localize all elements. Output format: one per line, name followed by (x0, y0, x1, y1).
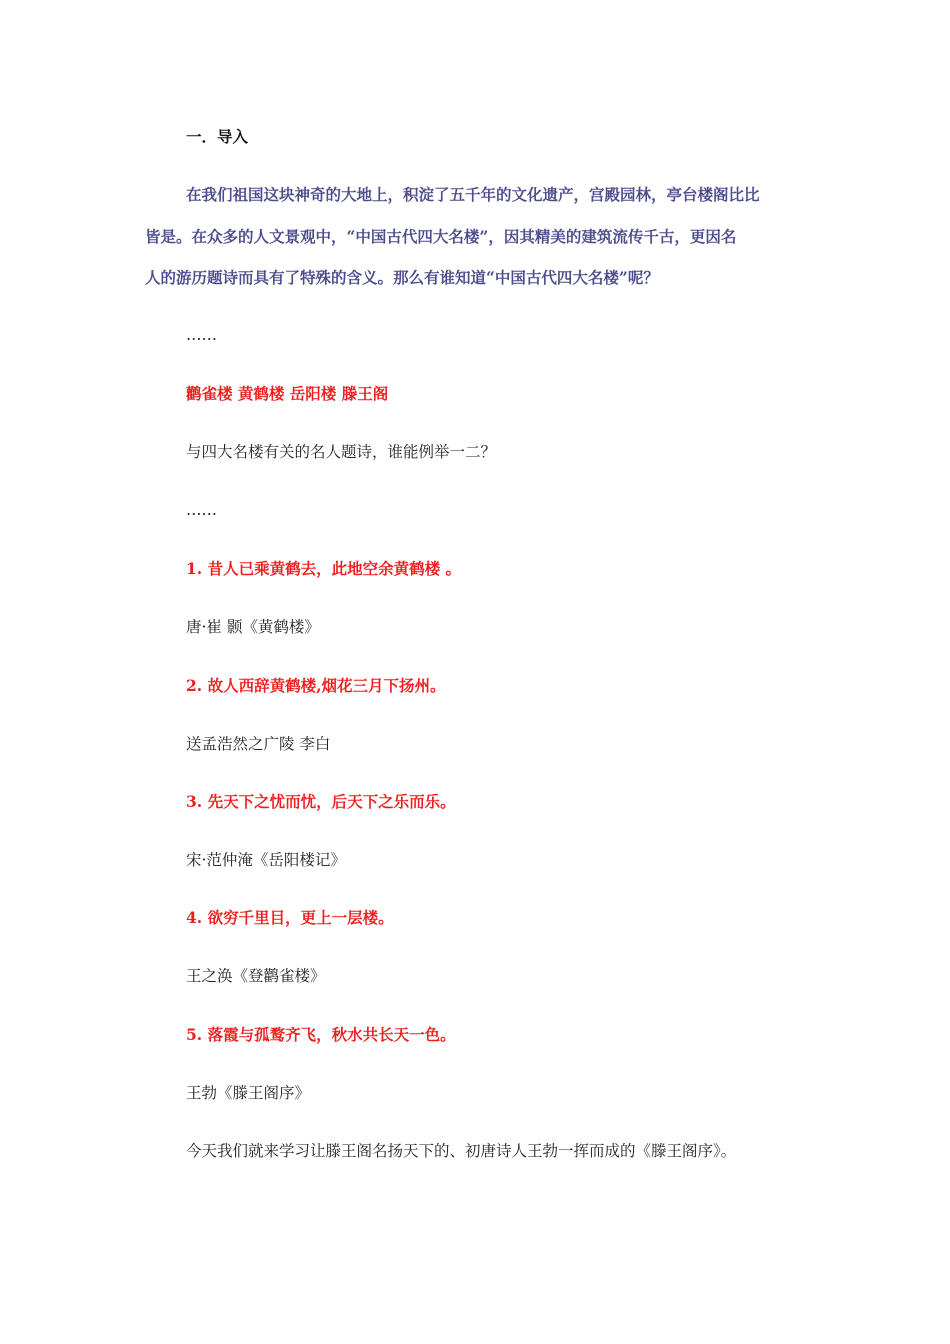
question-text: 与四大名楼有关的名人题诗，谁能例举一二？ (186, 443, 497, 461)
intro-paragraph-line-1: 在我们祖国这块神奇的大地上，积淀了五千年的文化遗产，宫殿园林，亭台楼阁比比 (186, 185, 760, 204)
section-heading: 一．导入 (186, 127, 249, 146)
intro-paragraph-line-3: 人的游历题诗而具有了特殊的含义。那么有谁知道“中国古代四大名楼”呢？ (145, 268, 659, 287)
poem-verse-3: 3. 先天下之忧而忧，后天下之乐而乐。 (186, 792, 456, 811)
poem-source-2: 送孟浩然之广陵 李白 (186, 735, 331, 753)
four-towers-list: 鹳雀楼 黄鹤楼 岳阳楼 滕王阁 (186, 384, 389, 403)
ellipsis-1: …… (186, 326, 217, 344)
poem-source-4: 王之涣《登鹳雀楼》 (186, 967, 326, 985)
poem-verse-2: 2. 故人西辞黄鹤楼,烟花三月下扬州。 (186, 676, 446, 695)
poem-verse-1: 1. 昔人已乘黄鹤去，此地空余黄鹤楼 。 (186, 559, 461, 578)
closing-sentence: 今天我们就来学习让滕王阁名扬天下的、初唐诗人王勃一挥而成的《滕王阁序》。 (186, 1142, 737, 1160)
poem-verse-4: 4. 欲穷千里目，更上一层楼。 (186, 908, 394, 927)
ellipsis-2: …… (186, 501, 217, 519)
poem-source-5: 王勃《滕王阁序》 (186, 1084, 311, 1102)
intro-paragraph-line-2: 皆是。在众多的人文景观中，“中国古代四大名楼”，因其精美的建筑流传千古，更因名 (145, 227, 737, 246)
poem-source-3: 宋·范仲淹《岳阳楼记》 (186, 851, 346, 869)
poem-verse-5: 5. 落霞与孤鹜齐飞，秋水共长天一色。 (186, 1025, 456, 1044)
poem-source-1: 唐·崔 颢《黄鹤楼》 (186, 618, 320, 636)
